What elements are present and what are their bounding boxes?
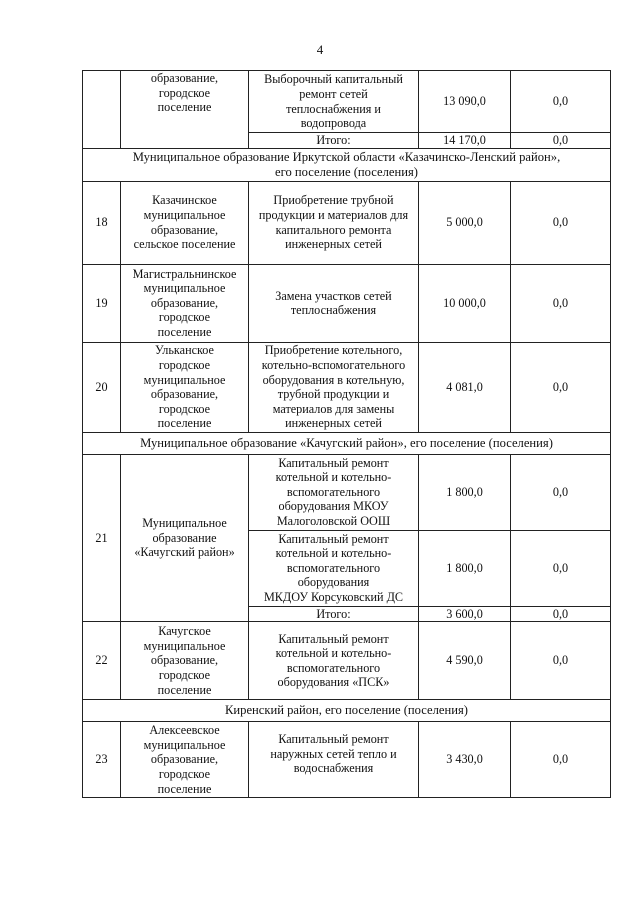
- text-line: водоснабжения: [293, 761, 374, 776]
- text-line: образование,: [150, 752, 219, 767]
- total-amount: 14 170,0: [419, 133, 511, 149]
- text-line: образование,: [150, 387, 219, 402]
- text-line: оборудования в котельную,: [262, 372, 405, 387]
- total-label: Итого:: [249, 133, 419, 149]
- text-line: муниципальное: [143, 372, 226, 387]
- section-header-row: [83, 700, 611, 722]
- text-line: Алексеевское: [149, 723, 220, 738]
- text-line: городское: [158, 766, 211, 781]
- text-line: Замена участков сетей: [275, 288, 392, 303]
- other-amount-cell: 0,0: [511, 622, 611, 700]
- section-header-row: [83, 148, 611, 181]
- text-line: муниципальное: [143, 638, 226, 653]
- text-line: Качугское: [158, 624, 211, 639]
- text-line: поселение: [157, 324, 212, 339]
- amount-cell: 4 081,0: [419, 342, 511, 432]
- row-number: 21: [83, 454, 121, 622]
- municipality-cell: [121, 71, 249, 149]
- text-line: ремонт сетей: [299, 86, 368, 101]
- text-line: Малоголовской ООШ: [276, 513, 391, 528]
- text-line: образование: [152, 530, 217, 545]
- total-other-amount: 0,0: [511, 133, 611, 149]
- other-amount-cell: 0,0: [511, 71, 611, 133]
- text-line: Магистральнинское: [132, 266, 237, 281]
- text-line: поселение: [157, 100, 212, 115]
- other-amount-cell: 0,0: [511, 264, 611, 342]
- text-line: трубной продукции и: [277, 387, 390, 402]
- text-line: инженерных сетей: [285, 416, 382, 431]
- text-line: Приобретение котельного,: [264, 343, 403, 358]
- text-line: котельной и котельно-: [275, 546, 392, 561]
- text-line: сельское поселение: [133, 237, 236, 252]
- text-line: Муниципальное образование «Качугский район», его поселение (поселения): [140, 435, 553, 450]
- work-description-cell: [249, 181, 419, 264]
- table-row: [83, 722, 611, 798]
- table-row: [83, 181, 611, 264]
- text-line: муниципальное: [143, 281, 226, 296]
- text-line: Муниципальное: [142, 516, 227, 530]
- page-number: 4: [316, 42, 324, 57]
- work-description-cell: [249, 264, 419, 342]
- other-amount-cell: 0,0: [511, 181, 611, 264]
- municipality-cell: [121, 722, 249, 798]
- amount-cell: 10 000,0: [419, 264, 511, 342]
- text-line: вспомогательного: [286, 660, 381, 675]
- text-line: образование,: [150, 295, 219, 310]
- text-line: Капитальный ремонт: [278, 531, 389, 546]
- total-label: Итого:: [249, 606, 419, 622]
- table-row: [83, 342, 611, 432]
- work-description-cell: [249, 454, 419, 530]
- text-line: городское: [158, 310, 211, 325]
- municipality-cell: [121, 181, 249, 264]
- text-line: капитального ремонта: [275, 222, 392, 237]
- text-line: Приобретение трубной: [273, 193, 394, 208]
- row-number: 19: [83, 264, 121, 342]
- text-line: Ульканское: [155, 343, 214, 358]
- table-row: [83, 264, 611, 342]
- other-amount-cell: 0,0: [511, 722, 611, 798]
- work-description-cell: [249, 722, 419, 798]
- text-line: Капитальный ремонт: [278, 732, 389, 747]
- text-line: образование,: [150, 71, 219, 85]
- total-amount: 3 600,0: [419, 606, 511, 622]
- text-line: наружных сетей тепло и: [270, 746, 397, 761]
- text-line: оборудования «ПСК»: [277, 675, 390, 690]
- text-line: котельной и котельно-: [275, 646, 392, 661]
- text-line: городское: [158, 401, 211, 416]
- text-line: его поселение (поселения): [275, 164, 418, 179]
- row-number: 23: [83, 722, 121, 798]
- work-description-cell: [249, 530, 419, 606]
- text-line: Капитальный ремонт: [278, 631, 389, 646]
- section-kazachinsko-lensky: [83, 148, 611, 181]
- text-line: «Качугский район»: [134, 545, 235, 560]
- text-line: вспомогательного: [286, 484, 381, 499]
- table-row: [83, 622, 611, 700]
- text-line: Киренский район, его поселение (поселения): [225, 703, 468, 718]
- text-line: Выборочный капитальный: [264, 72, 403, 87]
- text-line: образование,: [150, 653, 219, 668]
- text-line: водопровода: [300, 116, 367, 131]
- work-description-cell: [249, 71, 419, 133]
- municipality-cell: [121, 622, 249, 700]
- text-line: инженерных сетей: [285, 237, 382, 252]
- text-line: Казачинское: [152, 193, 217, 208]
- text-line: теплоснабжения: [290, 303, 377, 318]
- text-line: муниципальное: [143, 737, 226, 752]
- text-line: оборудования: [297, 575, 370, 590]
- text-line: МКДОУ Корсуковский ДС: [263, 589, 404, 604]
- row-number: 20: [83, 342, 121, 432]
- municipality-cell: [121, 342, 249, 432]
- work-description-cell: [249, 622, 419, 700]
- text-line: котельно-вспомогательного: [261, 357, 406, 372]
- amount-cell: 1 800,0: [419, 454, 511, 530]
- text-line: городское: [158, 357, 211, 372]
- amount-cell: 3 430,0: [419, 722, 511, 798]
- table-row: [83, 71, 611, 133]
- amount-cell: 1 800,0: [419, 530, 511, 606]
- text-line: поселение: [157, 781, 212, 796]
- text-line: котельной и котельно-: [275, 470, 392, 485]
- section-kirensky: [83, 700, 611, 722]
- other-amount-cell: 0,0: [511, 530, 611, 606]
- row-number: 22: [83, 622, 121, 700]
- amount-cell: 13 090,0: [419, 71, 511, 133]
- row-number: 18: [83, 181, 121, 264]
- amount-cell: 4 590,0: [419, 622, 511, 700]
- amount-cell: 5 000,0: [419, 181, 511, 264]
- text-line: городское: [158, 667, 211, 682]
- text-line: Капитальный ремонт: [278, 455, 389, 470]
- text-line: поселение: [157, 416, 212, 431]
- text-line: материалов для замены: [272, 401, 395, 416]
- subsidy-table: [82, 70, 611, 798]
- other-amount-cell: 0,0: [511, 342, 611, 432]
- total-other-amount: 0,0: [511, 606, 611, 622]
- row-number-cell: [83, 71, 121, 149]
- text-line: оборудования МКОУ: [278, 499, 389, 514]
- municipality-cell: [121, 454, 249, 622]
- work-description-cell: [249, 342, 419, 432]
- text-line: образование,: [150, 222, 219, 237]
- text-line: муниципальное: [143, 208, 226, 222]
- section-kachugsky: [83, 432, 611, 454]
- text-line: теплоснабжения и: [286, 101, 381, 116]
- other-amount-cell: 0,0: [511, 454, 611, 530]
- municipality-cell: [121, 264, 249, 342]
- text-line: поселение: [157, 682, 212, 697]
- text-line: вспомогательного: [286, 560, 381, 575]
- text-line: Муниципальное образование Иркутской области «Казачинско-Ленский район»,: [132, 150, 561, 164]
- table-row: [83, 454, 611, 530]
- text-line: городское: [158, 85, 211, 100]
- text-line: продукции и материалов для: [258, 208, 409, 222]
- section-header-row: [83, 432, 611, 454]
